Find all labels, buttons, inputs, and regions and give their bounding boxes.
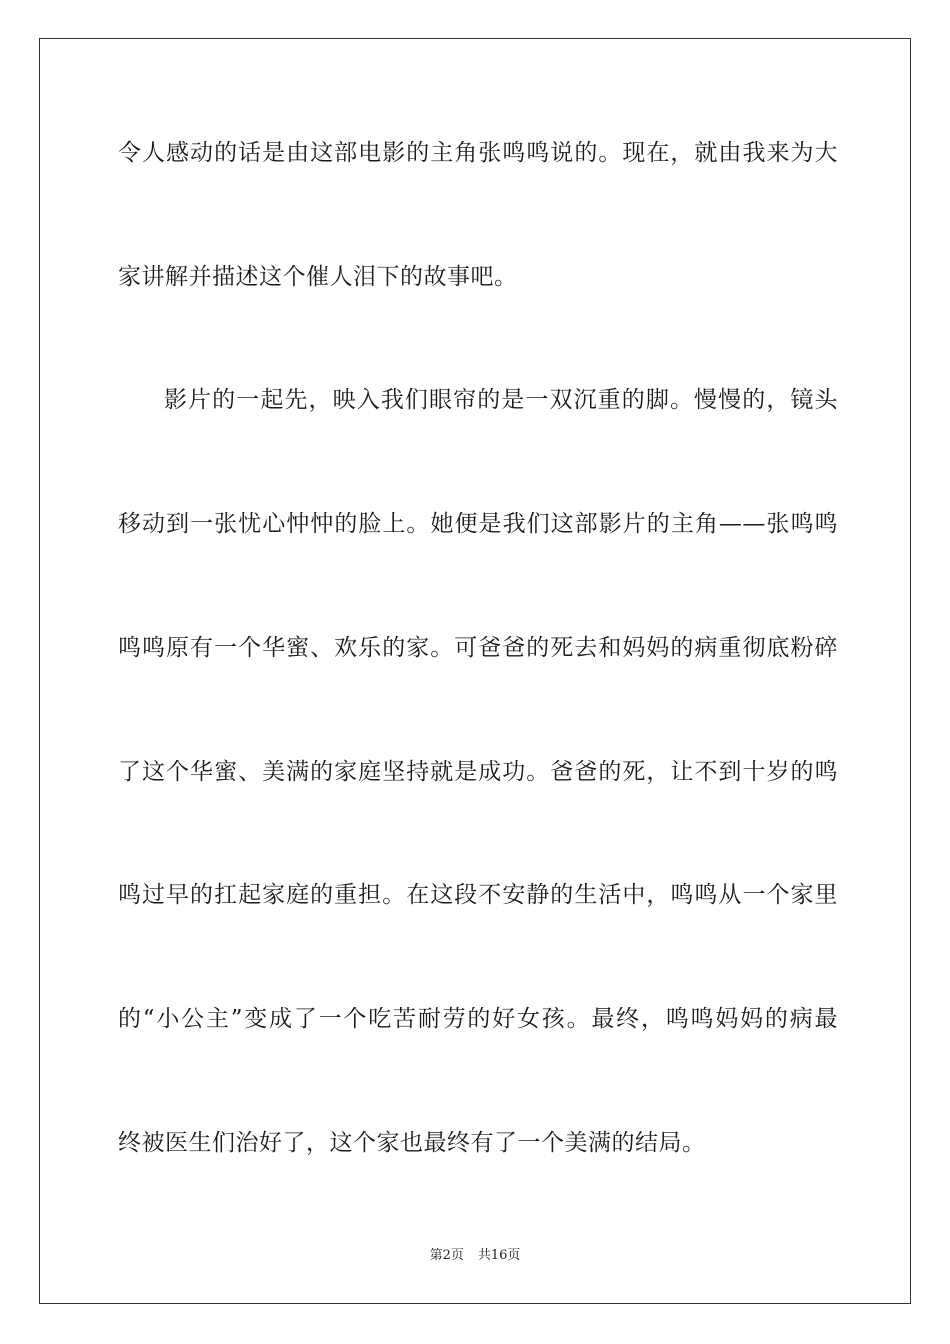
body-line-6: 了这个华蜜、美满的家庭坚持就是成功。爸爸的死，让不到十岁的鸣 (118, 759, 838, 785)
page-frame (39, 38, 911, 1304)
body-line-2: 家讲解并描述这个催人泪下的故事吧。 (118, 264, 518, 290)
body-line-8: 的“小公主”变成了一个吃苦耐劳的好女孩。最终，鸣鸣妈妈的病最 (118, 1006, 838, 1032)
body-line-7: 鸣过早的扛起家庭的重担。在这段不安静的生活中，鸣鸣从一个家里 (118, 882, 838, 908)
page-number: 第2页 (429, 1248, 464, 1263)
body-line-4: 移动到一张忧心忡忡的脸上。她便是我们这部影片的主角——张鸣鸣 (118, 511, 838, 537)
body-line-9: 终被医生们治好了，这个家也最终有了一个美满的结局。 (118, 1130, 706, 1156)
body-line-1: 令人感动的话是由这部电影的主角张鸣鸣说的。现在，就由我来为大 (118, 140, 838, 166)
page-footer (0, 1247, 950, 1265)
body-line-5: 鸣鸣原有一个华蜜、欢乐的家。可爸爸的死去和妈妈的病重彻底粉碎 (118, 635, 838, 661)
body-line-3: 影片的一起先，映入我们眼帘的是一双沉重的脚。慢慢的，镜头 (164, 387, 838, 413)
page-total: 共16页 (477, 1248, 521, 1263)
